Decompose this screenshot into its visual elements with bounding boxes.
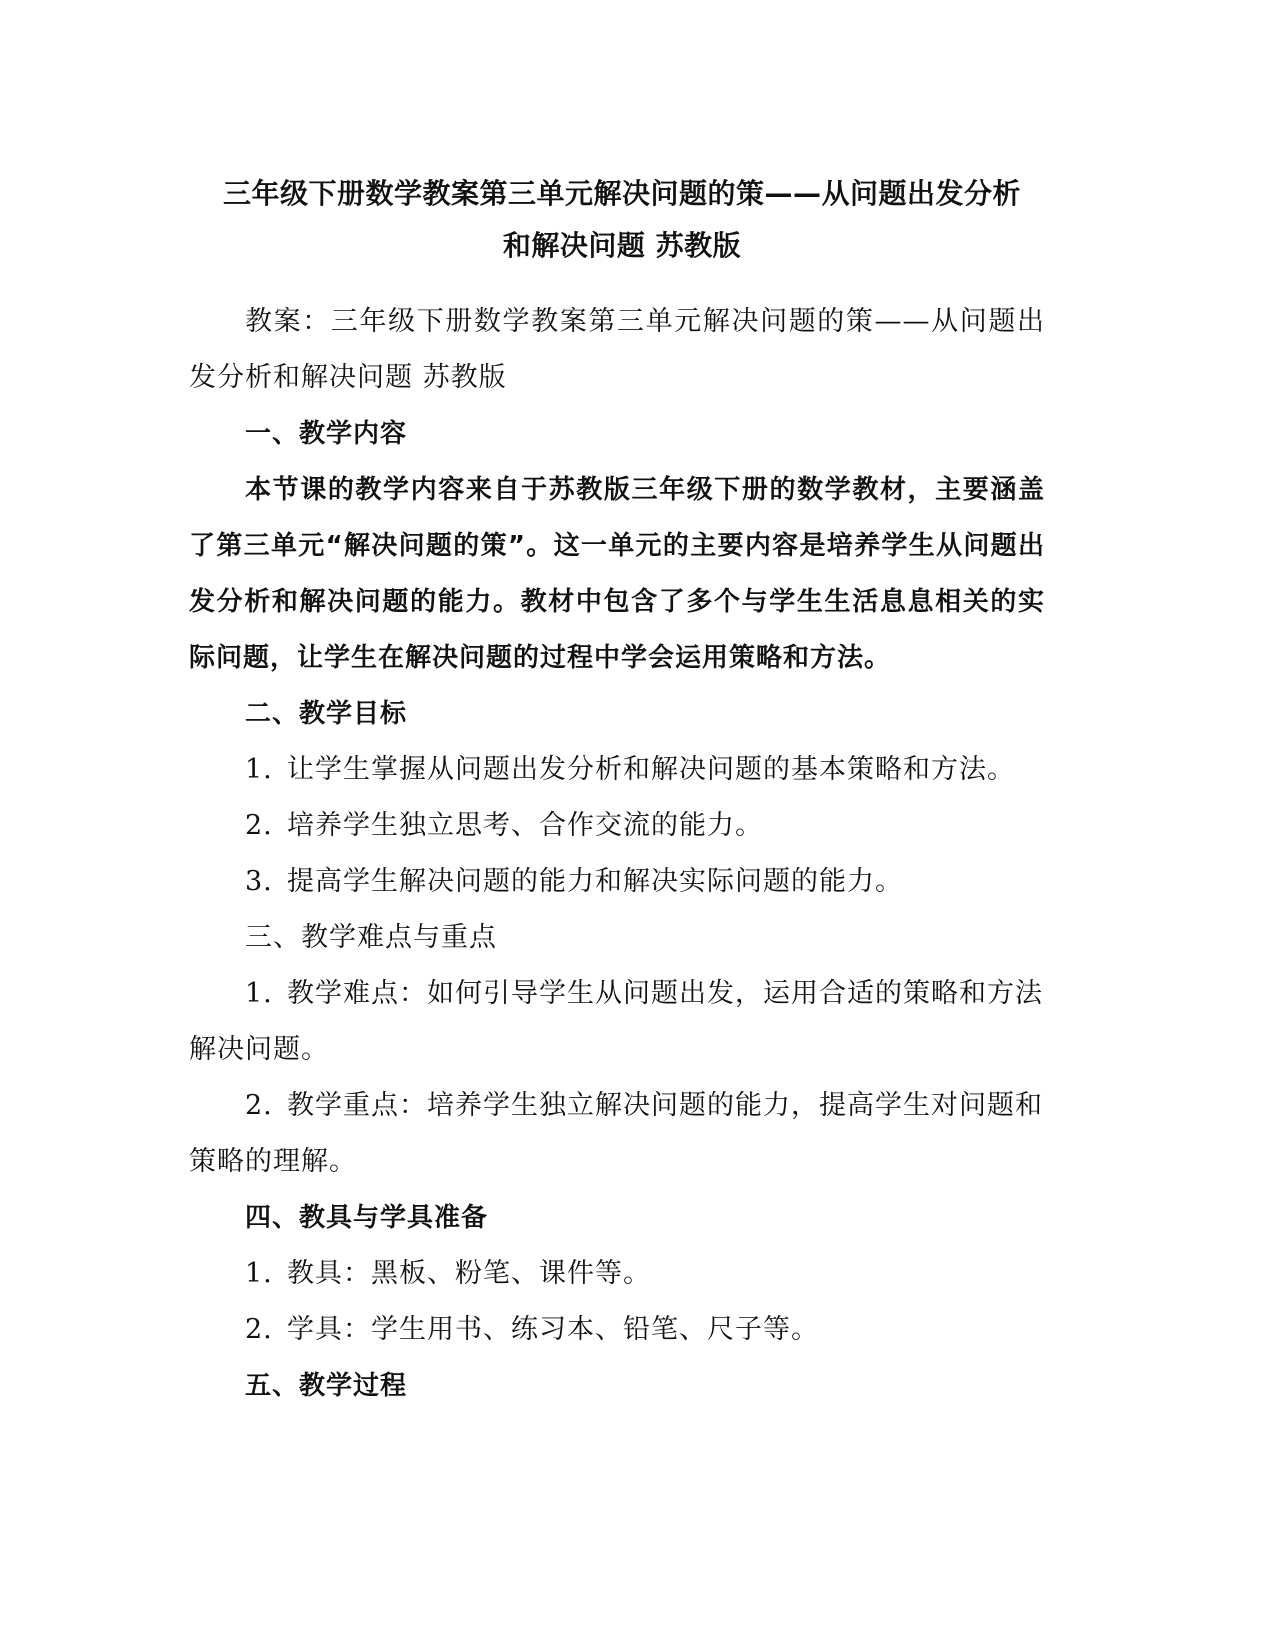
- list-item-number: 2.: [245, 1090, 273, 1121]
- list-item-text: 教学重点：培养学生独立解决问题的能力，提高学生对问题和策略的理解。: [189, 1090, 1043, 1177]
- list-item-number: 1.: [245, 1258, 273, 1289]
- list-item: [189, 742, 1045, 798]
- list-item: [189, 966, 1045, 1078]
- list-item-text: 提高学生解决问题的能力和解决实际问题的能力。: [287, 866, 903, 897]
- list-item: [189, 1078, 1045, 1190]
- section-heading-1: 一、教学内容: [245, 419, 408, 449]
- list-item-number: 3.: [245, 866, 273, 897]
- list-item: [189, 1302, 1045, 1358]
- document-title: [189, 168, 1055, 272]
- section-1-paragraph: 本节课的教学内容来自于苏教版三年级下册的数学教材，主要涵盖了第三单元“解决问题的策”。这一单元的主要内容是培养学生从问题出发分析和解决问题的能力。教材中包含了多个与学生生活息息相关的实际问题，让学生在解决问题的过程中学会运用策略和方法。: [189, 475, 1045, 673]
- intro-paragraph: 教案：三年级下册数学教案第三单元解决问题的策——从问题出发分析和解决问题 苏教版: [189, 306, 1045, 393]
- section-heading-3: 三、教学难点与重点: [245, 922, 497, 953]
- list-item-number: 1.: [245, 754, 273, 785]
- list-item-text: 教学难点：如何引导学生从问题出发，运用合适的策略和方法解决问题。: [189, 978, 1043, 1065]
- list-item-text: 教具：黑板、粉笔、课件等。: [287, 1258, 651, 1289]
- list-item-number: 2.: [245, 1314, 273, 1345]
- list-item-text: 学具：学生用书、练习本、铅笔、尺子等。: [287, 1314, 819, 1345]
- title-line-1: 三年级下册数学教案第三单元解决问题的策——从问题出发分析: [222, 177, 1021, 210]
- list-item-text: 让学生掌握从问题出发分析和解决问题的基本策略和方法。: [287, 754, 1015, 785]
- list-item-text: 培养学生独立思考、合作交流的能力。: [287, 810, 763, 841]
- section-heading-4: 四、教具与学具准备: [245, 1203, 489, 1233]
- section-heading-5: 五、教学过程: [245, 1371, 408, 1401]
- document-body: [189, 294, 1045, 1414]
- list-item: [189, 1246, 1045, 1302]
- list-item: [189, 854, 1045, 910]
- list-item-number: 2.: [245, 810, 273, 841]
- section-heading-2: 二、教学目标: [245, 699, 408, 729]
- list-item-number: 1.: [245, 978, 273, 1009]
- title-line-2: 和解决问题 苏教版: [502, 229, 742, 262]
- list-item: [189, 798, 1045, 854]
